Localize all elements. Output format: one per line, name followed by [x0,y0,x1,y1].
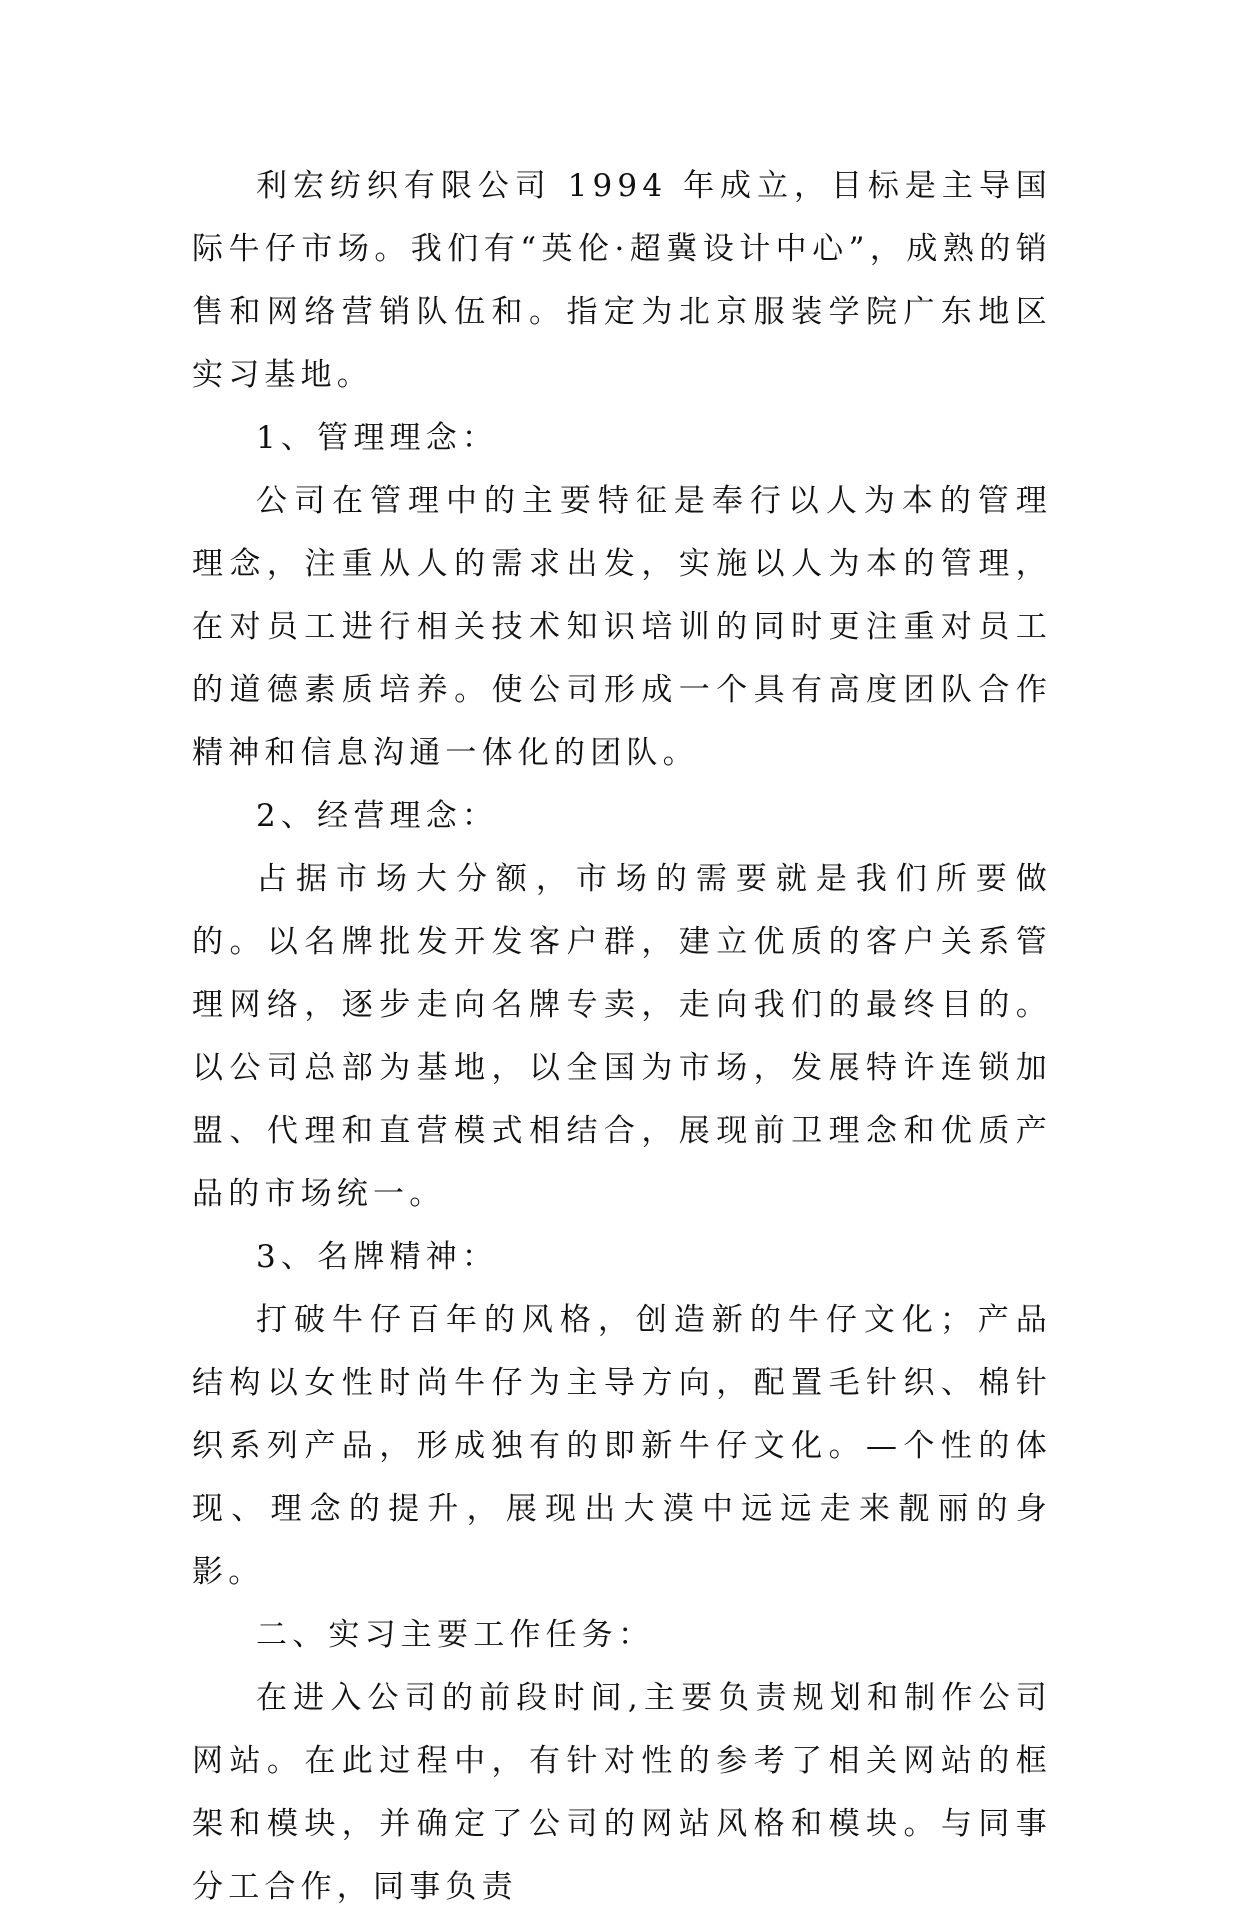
paragraph-business-philosophy: 占据市场大分额，市场的需要就是我们所要做的。以名牌批发开发客户群，建立优质的客户关系管理网络，逐步走向名牌专卖，走向我们的最终目的。以公司总部为基地，以全国为市场，发展特许连锁加盟、代理和直营模式相结合，展现前卫理念和优质产品的市场统一。 [192,861,1052,1212]
heading-business-philosophy: 2、经营理念： [256,798,499,834]
paragraph-management-philosophy: 公司在管理中的主要特征是奉行以人为本的管理理念，注重从人的需求出发，实施以人为本的管理，在对员工进行相关技术知识培训的同时更注重对员工的道德素质培养。使公司形成一个具有高度团队合作精神和信息沟通一体化的团队。 [192,483,1052,771]
paragraph-company-intro: 利宏纺织有限公司 1994 年成立，目标是主导国际牛仔市场。我们有“英伦·超冀设计中心”，成熟的销售和网络营销队伍和。指定为北京服装学院广东地区实习基地。 [192,168,1052,393]
heading-brand-spirit: 3、名牌精神： [256,1239,499,1275]
document-body [192,155,1052,1919]
paragraph-internship-tasks: 在进入公司的前段时间,主要负责规划和制作公司网站。在此过程中，有针对性的参考了相关网站的框架和模块，并确定了公司的网站风格和模块。与同事分工合作，同事负责 [192,1680,1052,1905]
heading-management-philosophy: 1、管理理念： [256,420,499,456]
paragraph-brand-spirit: 打破牛仔百年的风格，创造新的牛仔文化；产品结构以女性时尚牛仔为主导方向，配置毛针织、棉针织系列产品，形成独有的即新牛仔文化。—个性的体现、理念的提升，展现出大漠中远远走来靓丽的身影。 [192,1302,1052,1590]
heading-internship-tasks: 二、实习主要工作任务： [256,1617,655,1653]
